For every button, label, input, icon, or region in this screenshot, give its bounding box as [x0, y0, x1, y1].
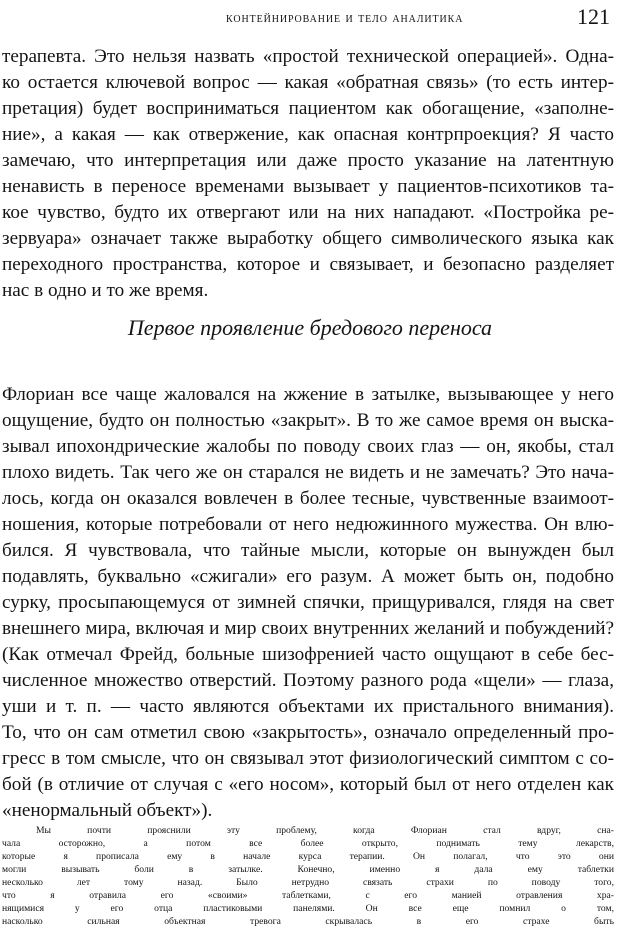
text-line: кое чувство, будто их отвергают или на них нападают. «Постройка ре- — [2, 202, 614, 223]
text-line: ношения, которые потребовали от него недюжинного мужества. Он влю- — [2, 514, 614, 535]
page-number: 121 — [577, 4, 610, 29]
text-line: несколько лет тому назад. Было нетрудно связать страхи по поводу того, — [2, 877, 614, 888]
text-line: Мы почти прояснили эту проблему, когда Флориан стал вдруг, сна- — [36, 825, 614, 836]
text-line: могли вызывать боли в затылке. Конечно, именно я дала ему таблетки — [2, 864, 614, 875]
text-line: внешнего мира, включая и мир своих внутренних желаний и побуждений? — [2, 618, 614, 639]
text-line: плохо видеть. Так чего же он старался не видеть и не замечать? Это нача- — [2, 462, 614, 483]
text-line: ощущение, будто он полностью «закрыт». В то же самое время он выска- — [2, 410, 614, 431]
text-line: лось, когда он оказался вовлечен в более тесные, чувственные взаимоот- — [2, 488, 614, 509]
text-line: бился. Я чувствовала, что тайные мысли, которые он вынужден был — [2, 540, 614, 561]
text-line: терапевта. Это нельзя назвать «простой технической операцией». Одна- — [2, 46, 614, 67]
running-title: контейнирование и тело аналитика — [226, 10, 464, 26]
text-line: уши и т. п. — часто являются объектами их пристального внимания). — [2, 696, 614, 717]
text-line: зывал ипохондрические жалобы по поводу своих глаз — он, якобы, стал — [2, 436, 614, 457]
text-line: ние», а какая — как отвержение, как опасная контрпроекция? Я часто — [2, 124, 614, 145]
text-line: То, что он сам отметил свою «закрытость», означало определенный про- — [2, 722, 614, 743]
text-line: зервуара» означает также выработку общего символического языка как — [2, 228, 614, 249]
text-line: нас в одно и то же время. — [2, 280, 209, 301]
text-line: нящимися у его отца пластиковыми панелями. Он все еще помнил о том, — [2, 903, 614, 914]
text-line: что я отравила его «своими» таблетками, с его манией отравления хра- — [2, 890, 614, 901]
text-line: численное множество отверстий. Поэтому разного рода «щели» — глаза, — [2, 670, 614, 691]
text-line: (Как отмечал Фрейд, больные шизофренией часто ощущают в себе бес- — [2, 644, 614, 665]
text-line: сурку, просыпающемуся от зимней спячки, прищуривался, глядя на свет — [2, 592, 614, 613]
text-line: замечаю, что интерпретация или даже просто указание на латентную — [2, 150, 614, 171]
text-line: ненависть в переносе временами вызывает у пациентов-психотиков та- — [2, 176, 614, 197]
text-line: бой (в отличие от случая с «его носом», который был от него отделен как — [2, 774, 614, 795]
text-line: которые я прописала ему в начале курса терапии. Он полагал, что это они — [2, 851, 614, 862]
text-line: гресс в том смысле, что он связывал этот физиологический симптом с со- — [2, 748, 614, 769]
running-header — [0, 4, 616, 30]
text-line: чала осторожно, а потом все более открыто, поднимать тему лекарств, — [2, 838, 614, 849]
text-line: Флориан все чаще жаловался на жжение в затылке, вызывающее у него — [2, 384, 614, 405]
text-line: ко остается ключевой вопрос — какая «обратная связь» (то есть интер- — [2, 72, 614, 93]
text-line: подавлять, буквально «сжигали» его разум. А может быть он, подобно — [2, 566, 614, 587]
section-heading: Первое проявление бредового переноса — [127, 315, 493, 340]
text-line: переходного пространства, которое и связывает, и безопасно разделяет — [2, 254, 614, 275]
text-line: «ненормальный объект»). — [2, 800, 213, 821]
text-line: насколько сильная объектная тревога скрывалась в его страхе быть — [2, 916, 614, 927]
text-line: претация) будет восприниматься пациентом как обогащение, «заполне- — [2, 98, 614, 119]
